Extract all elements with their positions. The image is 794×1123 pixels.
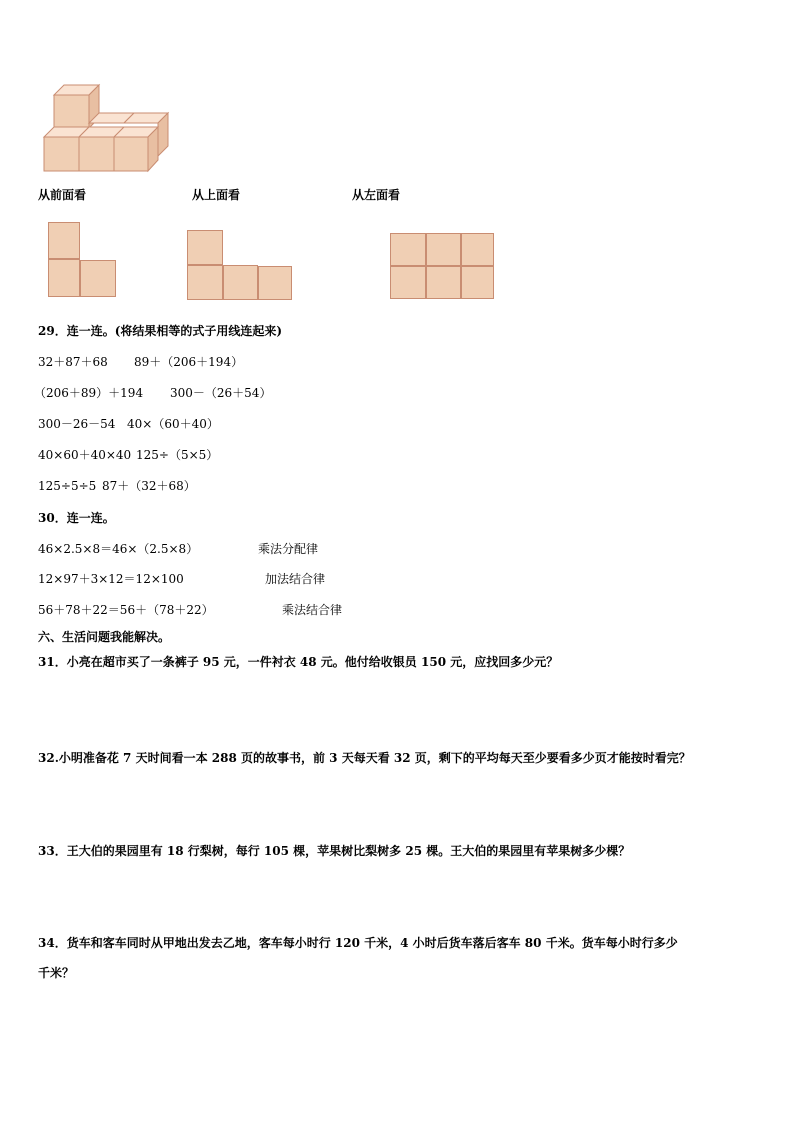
view-square bbox=[48, 222, 80, 259]
view-square bbox=[390, 266, 426, 299]
q29-title: 29．连一连。(将结果相等的式子用线连起来) bbox=[38, 324, 283, 338]
view-square bbox=[80, 260, 116, 297]
q29-left-expression: 125÷5÷5 bbox=[38, 479, 97, 493]
view-square bbox=[48, 259, 80, 297]
top-view-label: 从上面看 bbox=[192, 188, 241, 202]
view-square bbox=[258, 266, 292, 300]
cube-front-face bbox=[114, 137, 148, 171]
q34-text-line2: 千米？ bbox=[38, 966, 75, 980]
q29-right-expression: 125÷（5×5） bbox=[136, 448, 219, 462]
q31-text: 31．小亮在超市买了一条裤子 95 元，一件衬衣 48 元。他付给收银员 150 元，应找回多少元？ bbox=[38, 655, 559, 669]
q29-left-expression: 300－26－54 bbox=[38, 417, 116, 431]
q29-right-expression: 89＋（206＋194） bbox=[134, 355, 244, 369]
q29-right-expression: 300－（26＋54） bbox=[170, 386, 272, 400]
q30-right-law: 乘法分配律 bbox=[258, 542, 319, 556]
q29-left-expression: 32＋87＋68 bbox=[38, 355, 108, 369]
view-square bbox=[187, 265, 223, 300]
q29-left-expression: （206＋89）＋194 bbox=[34, 386, 144, 400]
q30-right-law: 加法结合律 bbox=[265, 572, 326, 586]
view-square bbox=[187, 230, 223, 265]
view-square bbox=[390, 233, 426, 266]
q33-text: 33．王大伯的果园里有 18 行梨树，每行 105 棵，苹果树比梨树多 25 棵。王大伯的果园里有苹果树多少棵？ bbox=[38, 844, 631, 858]
cube-stack-figure bbox=[40, 80, 180, 175]
view-square bbox=[426, 233, 461, 266]
front-view-label: 从前面看 bbox=[38, 188, 87, 202]
cube-front-face bbox=[79, 137, 114, 171]
view-square bbox=[461, 266, 494, 299]
q34-text-line1: 34．货车和客车同时从甲地出发去乙地，客车每小时行 120 千米，4 小时后货车落后客车 80 千米。货车每小时行多少 bbox=[38, 936, 678, 950]
q30-title: 30．连一连。 bbox=[38, 511, 115, 525]
section-6-heading: 六、生活问题我能解决。 bbox=[38, 630, 171, 644]
cube-front-face bbox=[44, 137, 79, 171]
q30-left-equation: 12×97＋3×12＝12×100 bbox=[38, 572, 184, 586]
q29-right-expression: 87＋（32＋68） bbox=[102, 479, 196, 493]
q30-right-law: 乘法结合律 bbox=[282, 603, 343, 617]
view-square bbox=[461, 233, 494, 266]
q29-left-expression: 40×60＋40×40 bbox=[38, 448, 132, 462]
left-view-label: 从左面看 bbox=[352, 188, 401, 202]
q32-text: 32.小明准备花 7 天时间看一本 288 页的故事书，前 3 天每天看 32 页，剩下的平均每天至少要看多少页才能按时看完？ bbox=[38, 751, 691, 765]
cube-front-face bbox=[54, 95, 89, 128]
view-square bbox=[426, 266, 461, 299]
q29-right-expression: 40×（60＋40） bbox=[127, 417, 219, 431]
q30-left-equation: 46×2.5×8＝46×（2.5×8） bbox=[38, 542, 199, 556]
q30-left-equation: 56＋78＋22＝56＋（78＋22） bbox=[38, 603, 214, 617]
view-square bbox=[223, 265, 258, 300]
